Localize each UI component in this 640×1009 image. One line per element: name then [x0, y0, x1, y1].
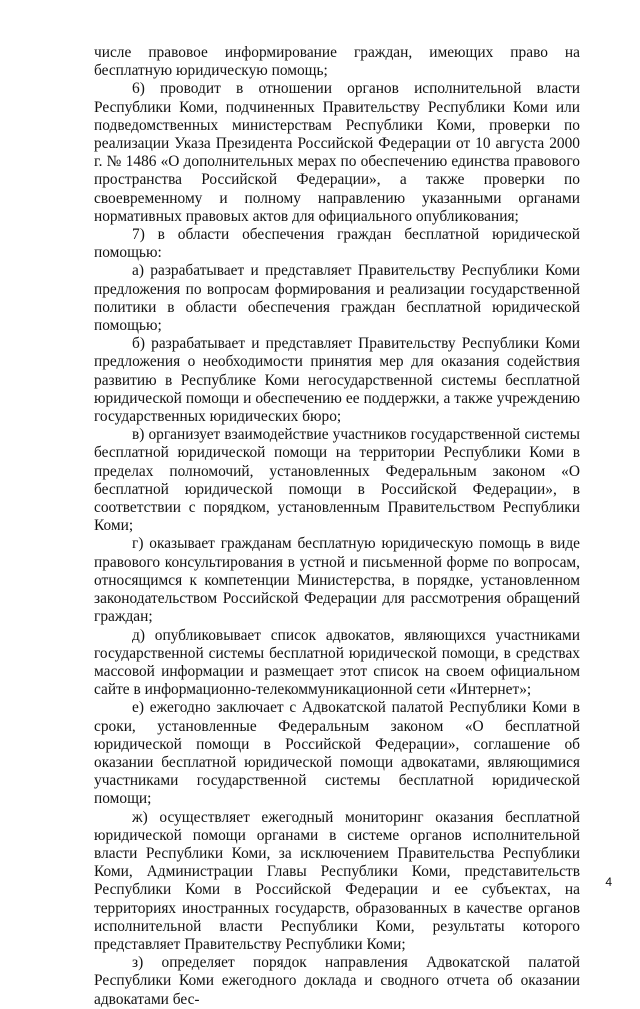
paragraph-continuation: числе правовое информирование граждан, имеющих право на бесплатную юридическую помощь;	[94, 44, 580, 80]
paragraph-item-7e: е) ежегодно заключает с Адвокатской палатой Республики Коми в сроки, установленные Федеральным законом «О бесплатной юридической помощи в Российской Федерации», соглашение об оказании бесплатной юридической помощи адвокатами, являющимися участниками государственной системы бесплатной юридической помощи;	[94, 699, 580, 808]
paragraph-item-7z: з) определяет порядок направления Адвокатской палатой Республики Коми ежегодного доклада и сводного отчета об оказании адвокатами бес-	[94, 954, 580, 1008]
page-number: 4	[605, 875, 612, 889]
paragraph-item-7zh: ж) осуществляет ежегодный мониторинг оказания бесплатной юридической помощи органами в системе органов исполнительной власти Республики Коми, за исключением Правительства Республики Коми, Администрации Главы Республики Коми, представительств Республики Коми в Российской Федерации и ее субъектах, на территориях иностранных государств, образованных в качестве органов исполнительной власти Республики Коми, результаты которого представляет Правительству Республики Коми;	[94, 808, 580, 953]
paragraph-item-7: 7) в области обеспечения граждан бесплатной юридической помощью:	[94, 226, 580, 262]
paragraph-item-7g: г) оказывает гражданам бесплатную юридическую помощь в виде правового консультирования в устной и письменной форме по вопросам, относящимся к компетенции Министерства, в порядке, установленном законодательством Российской Федерации для рассмотрения обращений граждан;	[94, 535, 580, 626]
paragraph-item-7d: д) опубликовывает список адвокатов, являющихся участниками государственной системы бесплатной юридической помощи, в средствах массовой информации и размещает этот список на своем официальном сайте в информационно-телекоммуникационной сети «Интернет»;	[94, 626, 580, 699]
paragraph-item-7a: а) разрабатывает и представляет Правительству Республики Коми предложения по вопросам формирования и реализации государственной политики в области обеспечения граждан бесплатной юридической помощью;	[94, 262, 580, 335]
paragraph-item-7b: б) разрабатывает и представляет Правительству Республики Коми предложения о необходимости принятия мер для оказания содействия развитию в Республике Коми негосударственной системы бесплатной юридической помощи и обеспечению ее поддержки, а также учреждению государственных юридических бюро;	[94, 335, 580, 426]
paragraph-item-7v: в) организует взаимодействие участников государственной системы бесплатной юридической помощи на территории Республики Коми в пределах полномочий, установленных Федеральным законом «О бесплатной юридической помощи в Российской Федерации», в соответствии с порядком, установленным Правительством Республики Коми;	[94, 426, 580, 535]
paragraph-item-6: 6) проводит в отношении органов исполнительной власти Республики Коми, подчиненных Правительству Республики Коми или подведомственных министерствам Республики Коми, проверки по реализации Указа Президента Российской Федерации от 10 августа 2000 г. № 1486 «О дополнительных мерах по обеспечению единства правового пространства Российской Федерации», а также проверки по своевременному и полному направлению указанными органами нормативных правовых актов для официального опубликования;	[94, 80, 580, 225]
